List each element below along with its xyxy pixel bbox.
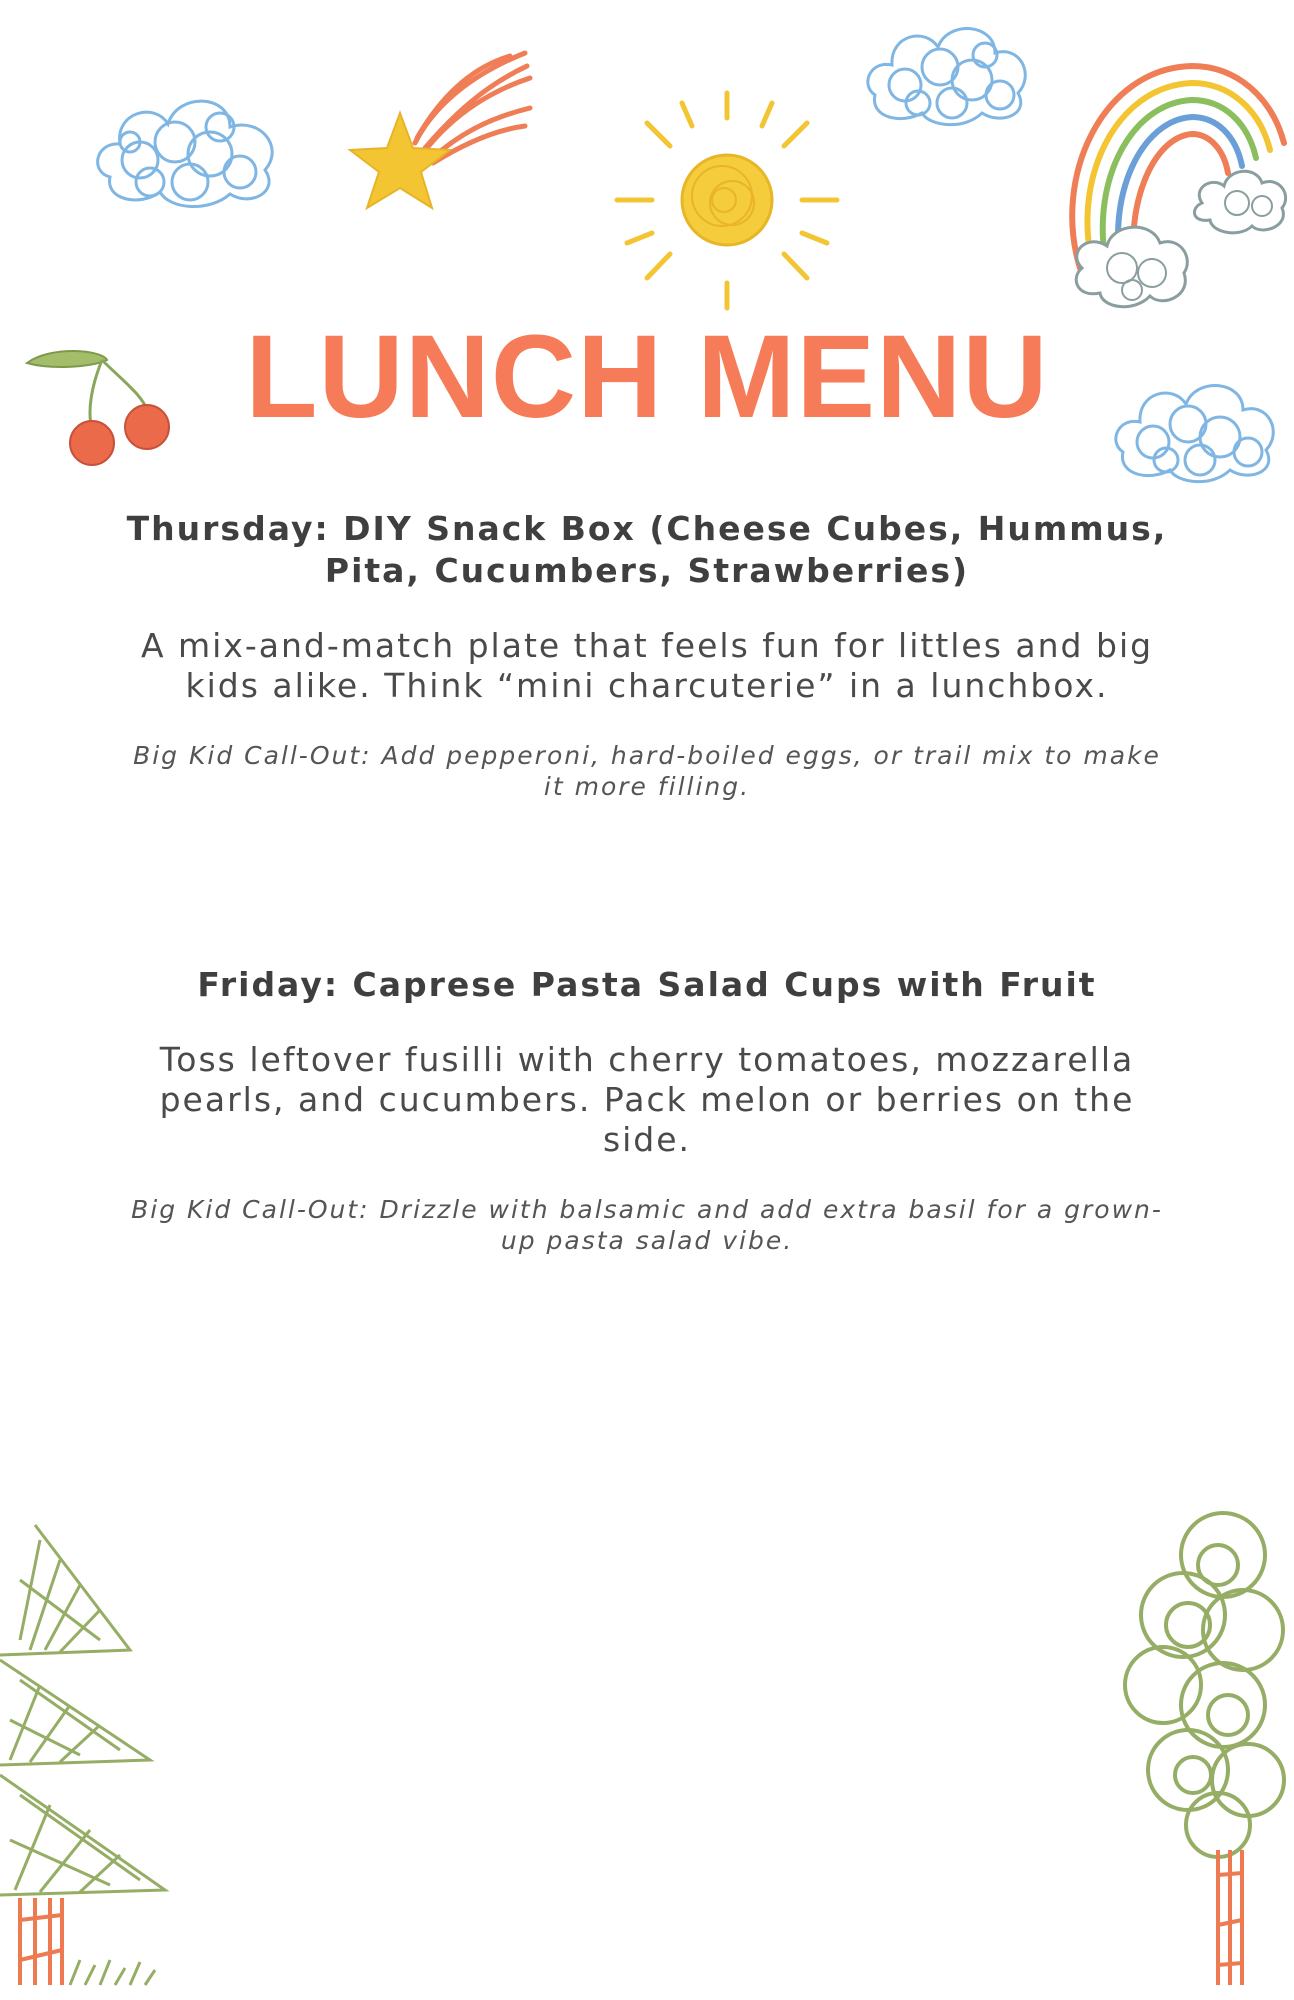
sun-icon — [612, 88, 842, 313]
rainbow-icon — [1052, 58, 1292, 328]
menu-section-thursday — [120, 508, 1174, 802]
section-description: Toss leftover fusilli with cherry tomatoes, mozzarella pearls, and cucumbers. Pack melon or berries on the side. — [159, 1040, 1135, 1159]
section-description: A mix-and-match plate that feels fun for littles and big kids alike. Think “mini charcuterie” in a lunchbox. — [140, 626, 1154, 705]
tree-icon — [1118, 1505, 1294, 1990]
menu-section-friday — [120, 964, 1174, 1256]
section-heading: Friday: Caprese Pasta Salad Cups with Fruit — [197, 965, 1097, 1004]
cloud-icon — [90, 82, 285, 212]
section-heading: Thursday: DIY Snack Box (Cheese Cubes, Hummus, Pita, Cucumbers, Strawberries) — [126, 509, 1168, 590]
pine-tree-icon — [0, 1520, 175, 1990]
big-kid-callout: Big Kid Call-Out: Add pepperoni, hard-boiled eggs, or trail mix to make it more filling. — [133, 741, 1161, 801]
cloud-icon — [860, 15, 1030, 130]
big-kid-callout: Big Kid Call-Out: Drizzle with balsamic and add extra basil for a grown-up pasta salad vibe. — [131, 1195, 1163, 1255]
shooting-star-icon — [345, 48, 535, 223]
page-title: LUNCH MENU — [245, 311, 1049, 443]
